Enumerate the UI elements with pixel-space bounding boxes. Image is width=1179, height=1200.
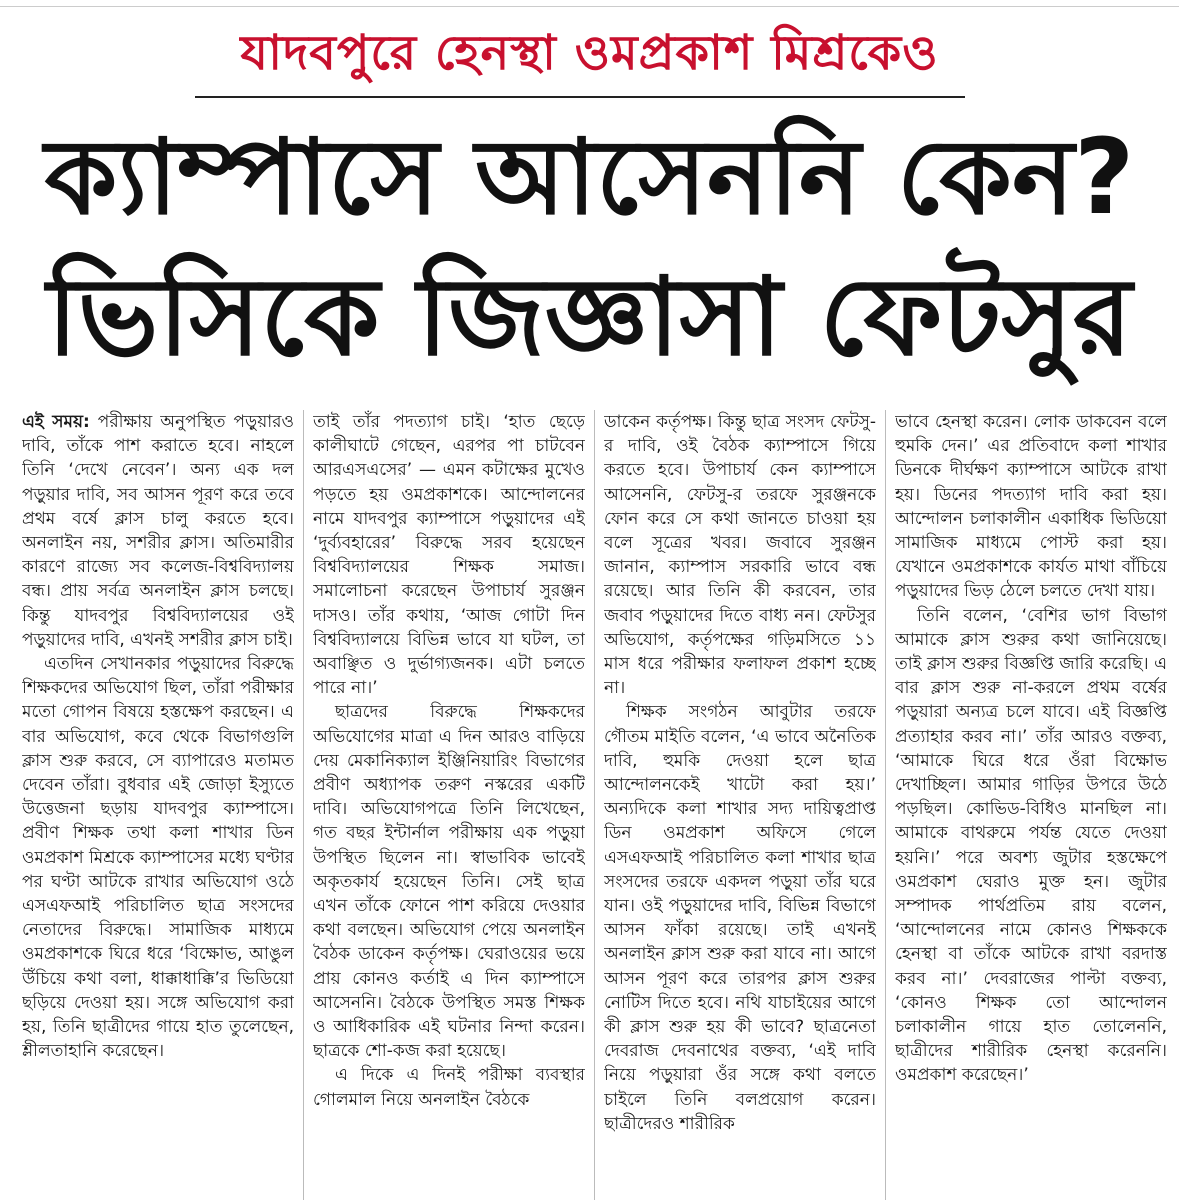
kicker-underline bbox=[195, 96, 965, 98]
column-divider bbox=[594, 410, 595, 1200]
article-column-3 bbox=[604, 410, 876, 1200]
byline: এই সময়: bbox=[22, 412, 90, 432]
article-paragraph: এ দিকে এ দিনই পরীক্ষা ব্যবস্থার গোলমাল নিয়ে অনলাইন বৈঠকে bbox=[313, 1065, 585, 1110]
paragraph-text: পরীক্ষায় অনুপস্থিত পড়ুয়ারও দাবি, তাঁকে পাশ করাতে হবে। নাহলে তিনি ‘দেখে নেবেন’। অন্য এক দল পড়ুয়ার দাবি, সব আসন পূরণ করে তবে প্রথম বর্ষে ক্লাস চালু করতে হবে। অনলাইন নয়, সশরীর ক্লাস। অতিমারীর কারণে রাজ্যে সব কলেজ-বিশ্ববিদ্যালয় বন্ধ। প্রায় সর্বত্র অনলাইন ক্লাস চলছে। কিন্তু যাদবপুর বিশ্ববিদ্যালয়ের ওই পড়ুয়াদের দাবি, এখনই সশরীর ক্লাস চাই। bbox=[22, 412, 294, 650]
main-headline-line-2: ভিসিকে জিজ্ঞাসা ফেটসুর bbox=[47, 255, 1132, 380]
top-rule bbox=[0, 0, 1179, 7]
main-headline-line-1: ক্যাম্পাসে আসেননি কেন? bbox=[44, 116, 1135, 238]
article-paragraph: ডাকেন কর্তৃপক্ষ। কিন্তু ছাত্র সংসদ ফেটসু-র দাবি, ওই বৈঠক ক্যাম্পাসে গিয়ে করতে হবে। উপাচার্য কেন ক্যাম্পাসে আসেননি, ফেটসু-র তরফে সুরঞ্জনকে ফোন করে সে কথা জানতে চাওয়া হয় বলে সূত্রের খবর। জবাবে সুরঞ্জন জানান, ক্যাম্পাস সরকারি ভাবে বন্ধ রয়েছে। আর তিনি কী করবেন, তার জবাব পড়ুয়াদের দিতে বাধ্য নন। ফেটসুর অভিযোগ, কর্তৃপক্ষের গড়িমসিতে ১১ মাস ধরে পরীক্ষার ফলাফল প্রকাশ হচ্ছে না। bbox=[604, 412, 876, 699]
article-paragraph: শিক্ষক সংগঠন আবুটার তরফে গৌতম মাইতি বলেন, ‘এ ভাবে অনৈতিক দাবি, হুমকি দেওয়া হলে ছাত্র আন্দোলনকেই খাটো করা হয়।’ অন্যদিকে কলা শাখার সদ্য দায়িত্বপ্রাপ্ত ডিন ওমপ্রকাশ অফিসে গেলে এসএফআই পরিচালিত কলা শাখার ছাত্র সংসদের তরফে একদল পড়ুয়া তাঁর ঘরে যান। ওই পড়ুয়াদের দাবি, বিভিন্ন বিভাগে আসন ফাঁকা রয়েছে। তাই এখনই অনলাইন ক্লাস শুরু করা যাবে না। আগে আসন পূরণ করে তারপর ক্লাস শুরুর নোটিস দিতে হবে। নথি যাচাইয়ের আগে কী ক্লাস শুরু হয় কী ভাবে? ছাত্রনেতা দেবরাজ দেবনাথের বক্তব্য, ‘এই দাবি নিয়ে পড়ুয়ারা ওঁর সঙ্গে কথা বলতে চাইলে তিনি বলপ্রয়োগ করেন। ছাত্রীদেরও শারীরিক bbox=[604, 702, 876, 1134]
article-paragraph: ছাত্রদের বিরুদ্ধে শিক্ষকদের অভিযোগের মাত্রা এ দিন আরও বাড়িয়ে দেয় মেকানিক্যাল ইঞ্জিনিয়ারিং বিভাগের প্রবীণ অধ্যাপক তরুণ নস্করের একটি দাবি। অভিযোগপত্রে তিনি লিখেছেন, গত বছর ইন্টার্নাল পরীক্ষায় এক পড়ুয়া উপস্থিত ছিলেন না। স্বাভাবিক ভাবেই অকৃতকার্য হয়েছেন তিনি। সেই ছাত্র এখন তাঁকে ফোনে পাশ করিয়ে দেওয়ার কথা বলছেন। অভিযোগ পেয়ে অনলাইন বৈঠক ডাকেন কর্তৃপক্ষ। ঘেরাওয়ের ভয়ে প্রায় কোনও কর্তাই এ দিন ক্যাম্পাসে আসেননি। বৈঠকে উপস্থিত সমস্ত শিক্ষক ও আধিকারিক এই ঘটনার নিন্দা করেন। ছাত্রকে শো-কজ করা হয়েছে। bbox=[313, 702, 585, 1062]
article-column-1 bbox=[22, 410, 294, 1200]
article-paragraph bbox=[22, 410, 294, 652]
column-divider bbox=[303, 410, 304, 1200]
article-paragraph: এতদিন সেখানকার পড়ুয়াদের বিরুদ্ধে শিক্ষকদের অভিযোগ ছিল, তাঁরা পরীক্ষার মতো গোপন বিষয়ে হস্তক্ষেপ করছেন। এ বার অভিযোগ, কবে থেকে বিভাগগুলি ক্লাস শুরু করবে, সে ব্যাপারেও মতামত দেবেন তাঁরা। বুধবার এই জোড়া ইস্যুতে উত্তেজনা ছড়ায় যাদবপুর ক্যাম্পাসে। প্রবীণ শিক্ষক তথা কলা শাখার ডিন ওমপ্রকাশ মিশ্রকে ক্যাম্পাসের মধ্যে ঘণ্টার পর ঘণ্টা আটকে রাখার অভিযোগ ওঠে এসএফআই পরিচালিত ছাত্র সংসদের নেতাদের বিরুদ্ধে। সামাজিক মাধ্যমে ওমপ্রকাশকে ঘিরে ধরে ‘বিক্ষোভ, আঙুল উঁচিয়ে কথা বলা, ধাক্কাধাক্কি’র ভিডিয়ো ছড়িয়ে দেওয়া হয়। সঙ্গে অভিযোগ করা হয়, তিনি ছাত্রীদের গায়ে হাত তুলেছেন, শ্লীলতাহানি করেছেন। bbox=[22, 654, 294, 1062]
article-column-4 bbox=[895, 410, 1167, 1200]
column-divider bbox=[885, 410, 886, 1200]
kicker-headline: যাদবপুরে হেনস্থা ওমপ্রকাশ মিশ্রকেও bbox=[240, 25, 939, 81]
article-paragraph: তাই তাঁর পদত্যাগ চাই। ‘হাত ছেড়ে কালীঘাটে গেছেন, এরপর পা চাটবেন আরএসএসের’ — এমন কটাক্ষের মুখেও পড়তে হয় ওমপ্রকাশকে। আন্দোলনের নামে যাদবপুর ক্যাম্পাসে পড়ুয়াদের এই ‘দুর্ব্যবহারের’ বিরুদ্ধে সরব হয়েছেন বিশ্ববিদ্যালয়ের শিক্ষক সমাজ। সমালোচনা করেছেন উপাচার্য সুরঞ্জন দাসও। তাঁর কথায়, ‘আজ গোটা দিন বিশ্ববিদ্যালয়ে বিভিন্ন ভাবে যা ঘটল, তা অবাঞ্ছিত ও দুর্ভাগ্যজনক। এটা চলতে পারে না।’ bbox=[313, 412, 585, 699]
article-column-2 bbox=[313, 410, 585, 1200]
article-paragraph: তিনি বলেন, ‘বেশির ভাগ বিভাগ আমাকে ক্লাস শুরুর কথা জানিয়েছে। তাই ক্লাস শুরুর বিজ্ঞপ্তি জারি করেছি। এ বার ক্লাস শুরু না-করলে প্রথম বর্ষের পড়ুয়ারা অন্যত্র চলে যাবে। এই বিজ্ঞপ্তি প্রত্যাহার করব না।’ তাঁর আরও বক্তব্য, ‘আমাকে ঘিরে ধরে ওঁরা বিক্ষোভ দেখাচ্ছিল। আমার গাড়ির উপরে উঠে পড়ছিল। কোভিড-বিধিও মানছিল না। আমাকে বাথরুমে পর্যন্ত যেতে দেওয়া হয়নি।’ পরে অবশ্য জুটার হস্তক্ষেপে ওমপ্রকাশ ঘেরাও মুক্ত হন। জুটার সম্পাদক পার্থপ্রতিম রায় বলেন, ‘আন্দোলনের নামে কোনও শিক্ষককে হেনস্থা বা তাঁকে আটকে রাখা বরদাস্ত করব না।’ দেবরাজের পাল্টা বক্তব্য, ‘কোনও শিক্ষক তো আন্দোলন চলাকালীন গায়ে হাত তোলেননি, ছাত্রীদের শারীরিক হেনস্থা করেননি। ওমপ্রকাশ করেছেন।’ bbox=[895, 605, 1167, 1086]
article-paragraph: ভাবে হেনস্থা করেন। লোক ডাকবেন বলে হুমকি দেন।’ এর প্রতিবাদে কলা শাখার ডিনকে দীর্ঘক্ষণ ক্যাম্পাসে আটকে রাখা হয়। ডিনের পদত্যাগ দাবি করা হয়। আন্দোলন চলাকালীন একাধিক ভিডিয়ো সামাজিক মাধ্যমে পোস্ট করা হয়। যেখানে ওমপ্রকাশকে কার্যত মাথা বাঁচিয়ে পড়ুয়াদের ভিড় ঠেলে চলতে দেখা যায়। bbox=[895, 412, 1167, 602]
